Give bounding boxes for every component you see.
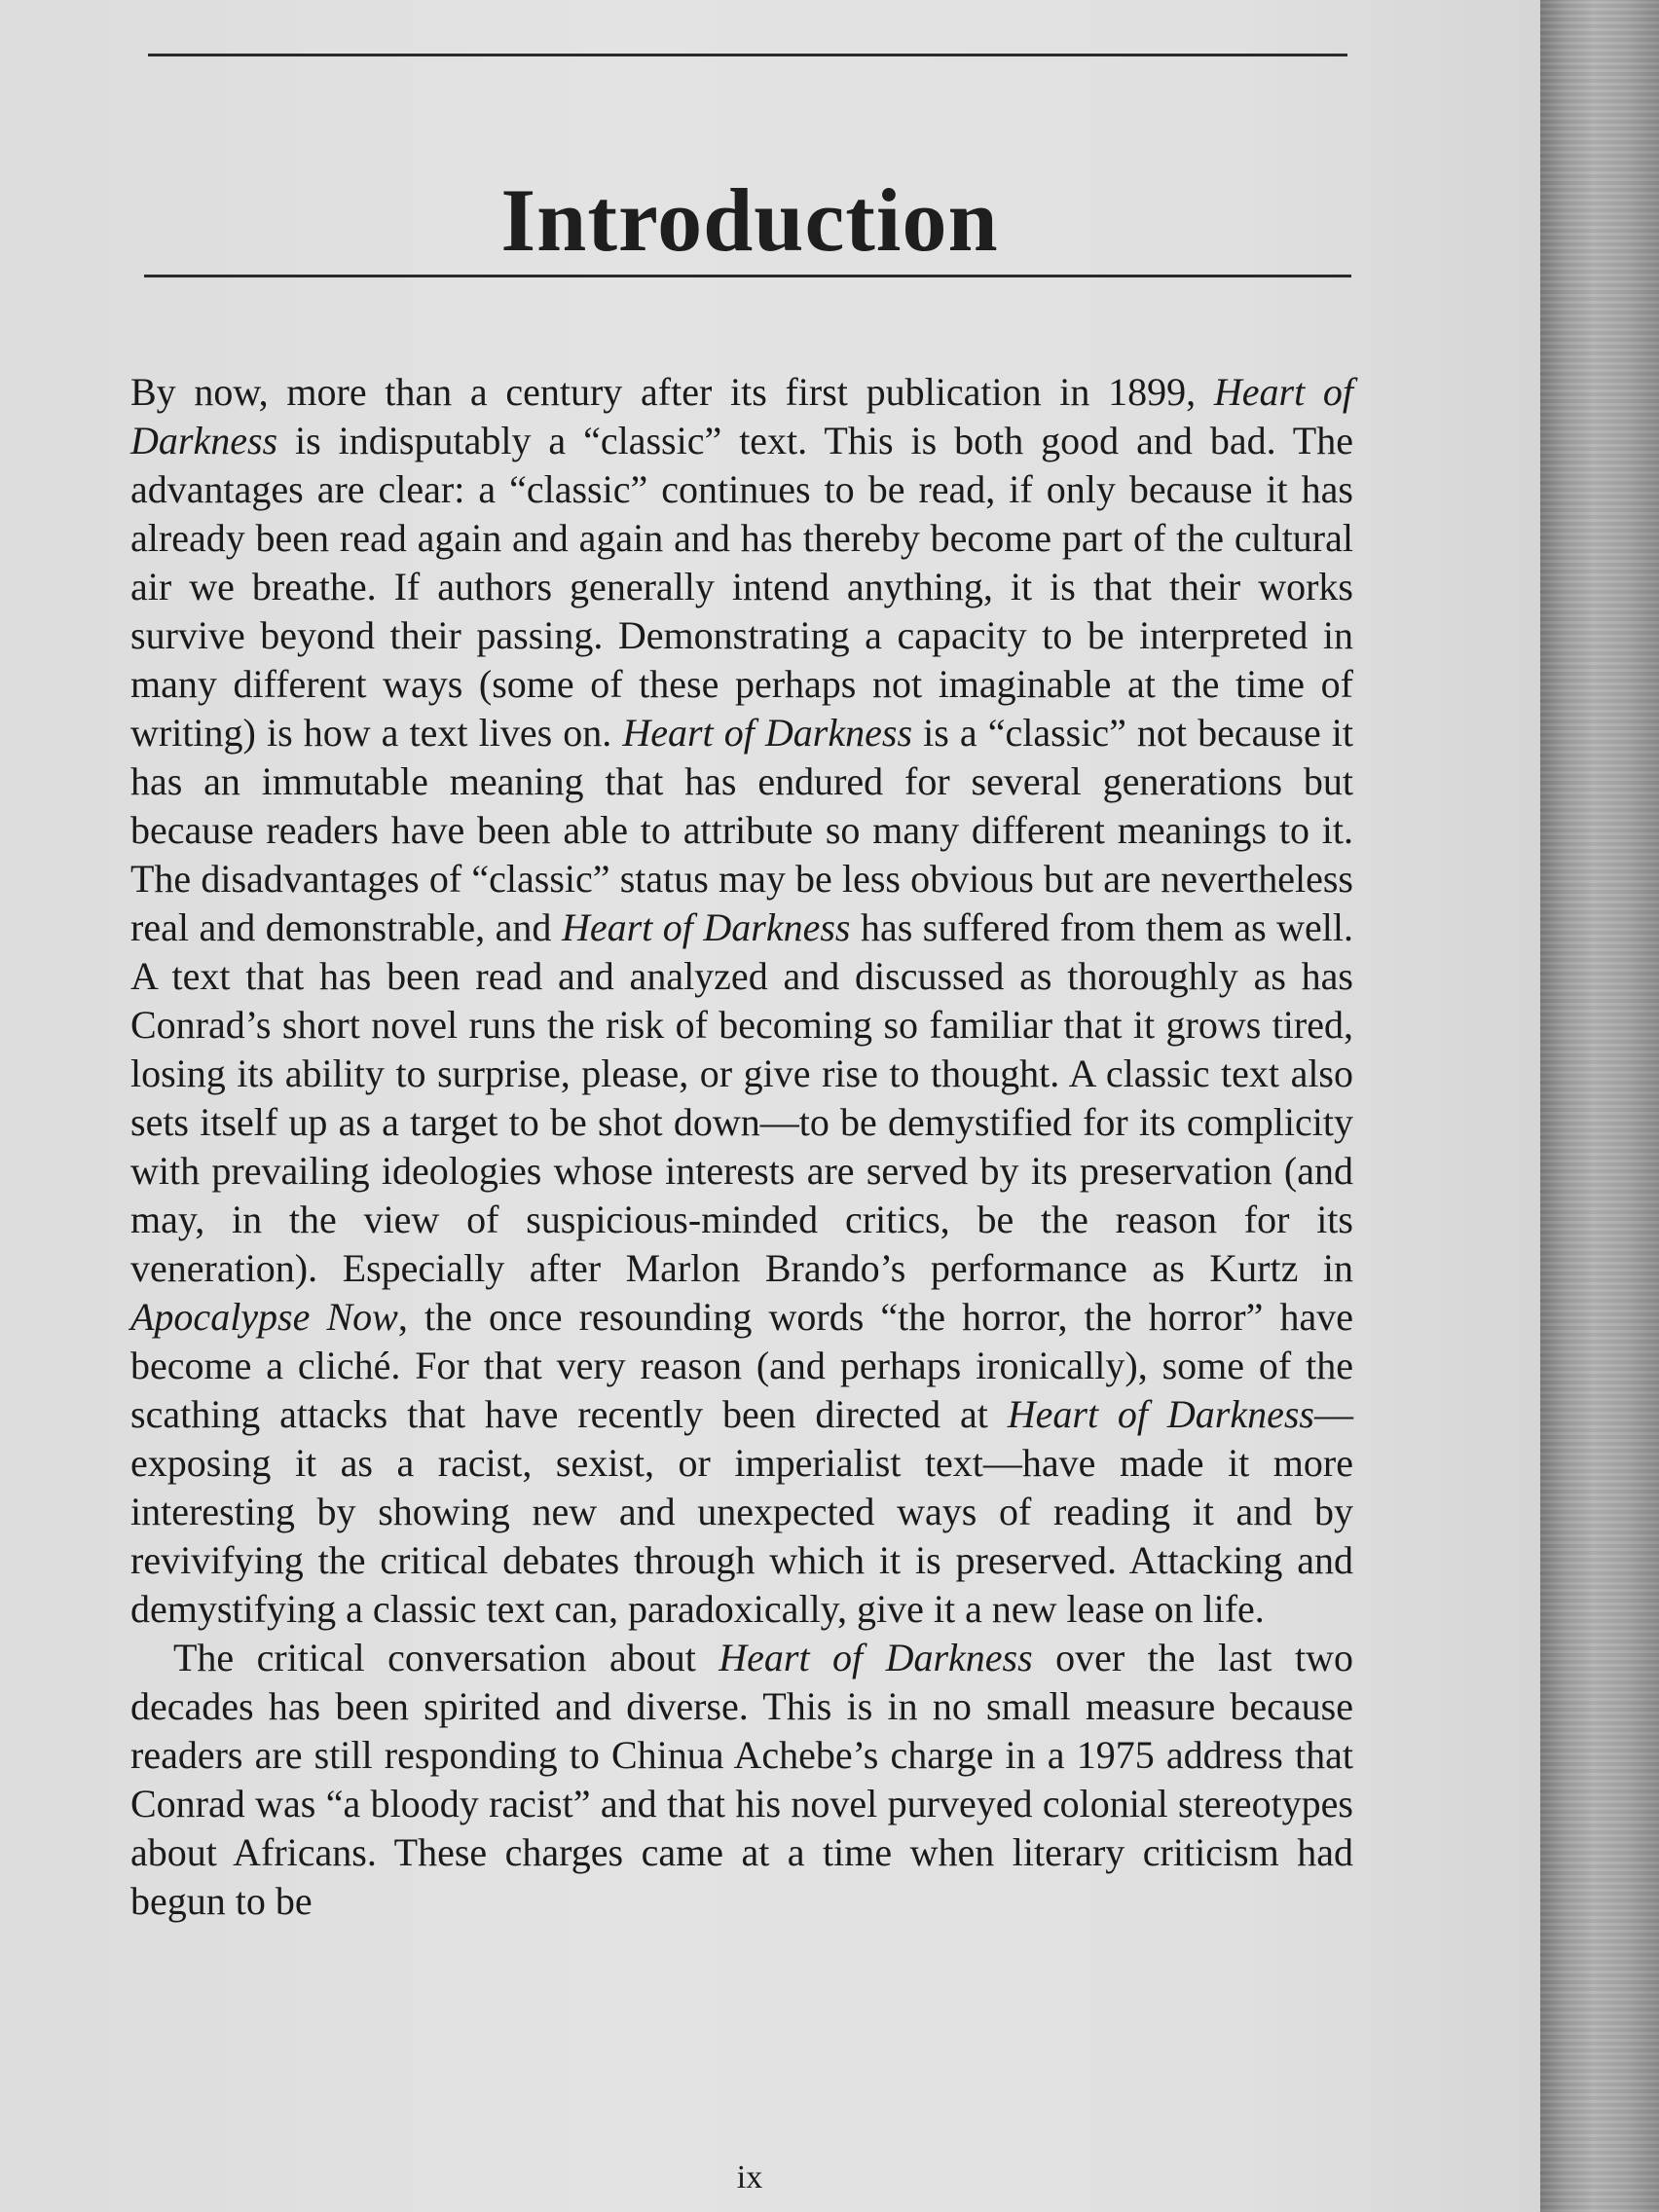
italic-run: Apocalypse Now: [130, 1295, 398, 1339]
italic-run: Heart of Darkness: [1007, 1392, 1315, 1436]
text-run: has suffered from them as well. A text that has been read and analyzed and discussed as thoroughly as has Conrad’s short novel runs the risk of becoming so familiar that it grows tired, losing its ability to surprise, please, or give rise to thought. A classic text also sets itself up as a target to be shot down—to be demystified for its complicity with prevailing ideologies whose interests are served by its preservation (and may, in the view of suspicious-minded critics, be the reason for its veneration). Especially after Marlon Brando’s performance as Kurtz in: [130, 905, 1354, 1290]
page-stack-edge: [1540, 0, 1659, 2212]
page-number: ix: [736, 2159, 763, 2195]
text-run: over the last two decades has been spirited and diverse. This is in no small measure because readers are still responding to Chinua Achebe’s charge in a 1975 address that Conrad was “a bloody racist” and that his novel purveyed colonial stereotypes about Africans. These charges came at a time when literary criticism had begun to be: [130, 1636, 1353, 1923]
paragraph: [130, 368, 1353, 1634]
body-text: [130, 368, 1353, 1926]
text-run: The critical conversation about: [173, 1636, 719, 1679]
text-run: is a “classic” not because it has an immutable meaning that has endured for several generations but because readers have been able to attribute so many different meanings to it. The disadvantages of “classic” status may be less obvious but are nevertheless real and demonstrable, and: [130, 711, 1354, 949]
title-rule-bottom: [144, 275, 1351, 277]
chapter-title: Introduction: [500, 169, 999, 270]
title-rule-top: [148, 54, 1347, 56]
italic-run: Heart of Darkness: [719, 1636, 1033, 1679]
italic-run: Heart of Darkness: [130, 370, 1354, 462]
text-run: By now, more than a century after its first publication in 1899,: [130, 370, 1214, 414]
italic-run: Heart of Darkness: [561, 905, 851, 949]
text-run: is indisputably a “classic” text. This is both good and bad. The advantages are clear: a “classic” continues to be read, if only because it has already been read again and again and has thereby become part of the cultural air we breathe. If authors generally intend anything, it is that their works survive beyond their passing. Demonstrating a capacity to be interpreted in many different ways (some of these perhaps not imaginable at the time of writing) is how a text lives on.: [130, 419, 1353, 755]
text-run: —exposing it as a racist, sexist, or imperialist text—have made it more interesting by showing new and unexpected ways of reading it and by revivifying the critical debates through which it is preserved. Attacking and demystifying a classic text can, paradoxically, give it a new lease on life.: [130, 1392, 1354, 1631]
italic-run: Heart of Darkness: [622, 711, 913, 755]
paragraph: [130, 1634, 1353, 1926]
text-run: , the once resounding words “the horror, the horror” have become a cliché. For that very reason (and perhaps ironically), some of the scathing attacks that have recently been directed at: [130, 1295, 1354, 1436]
